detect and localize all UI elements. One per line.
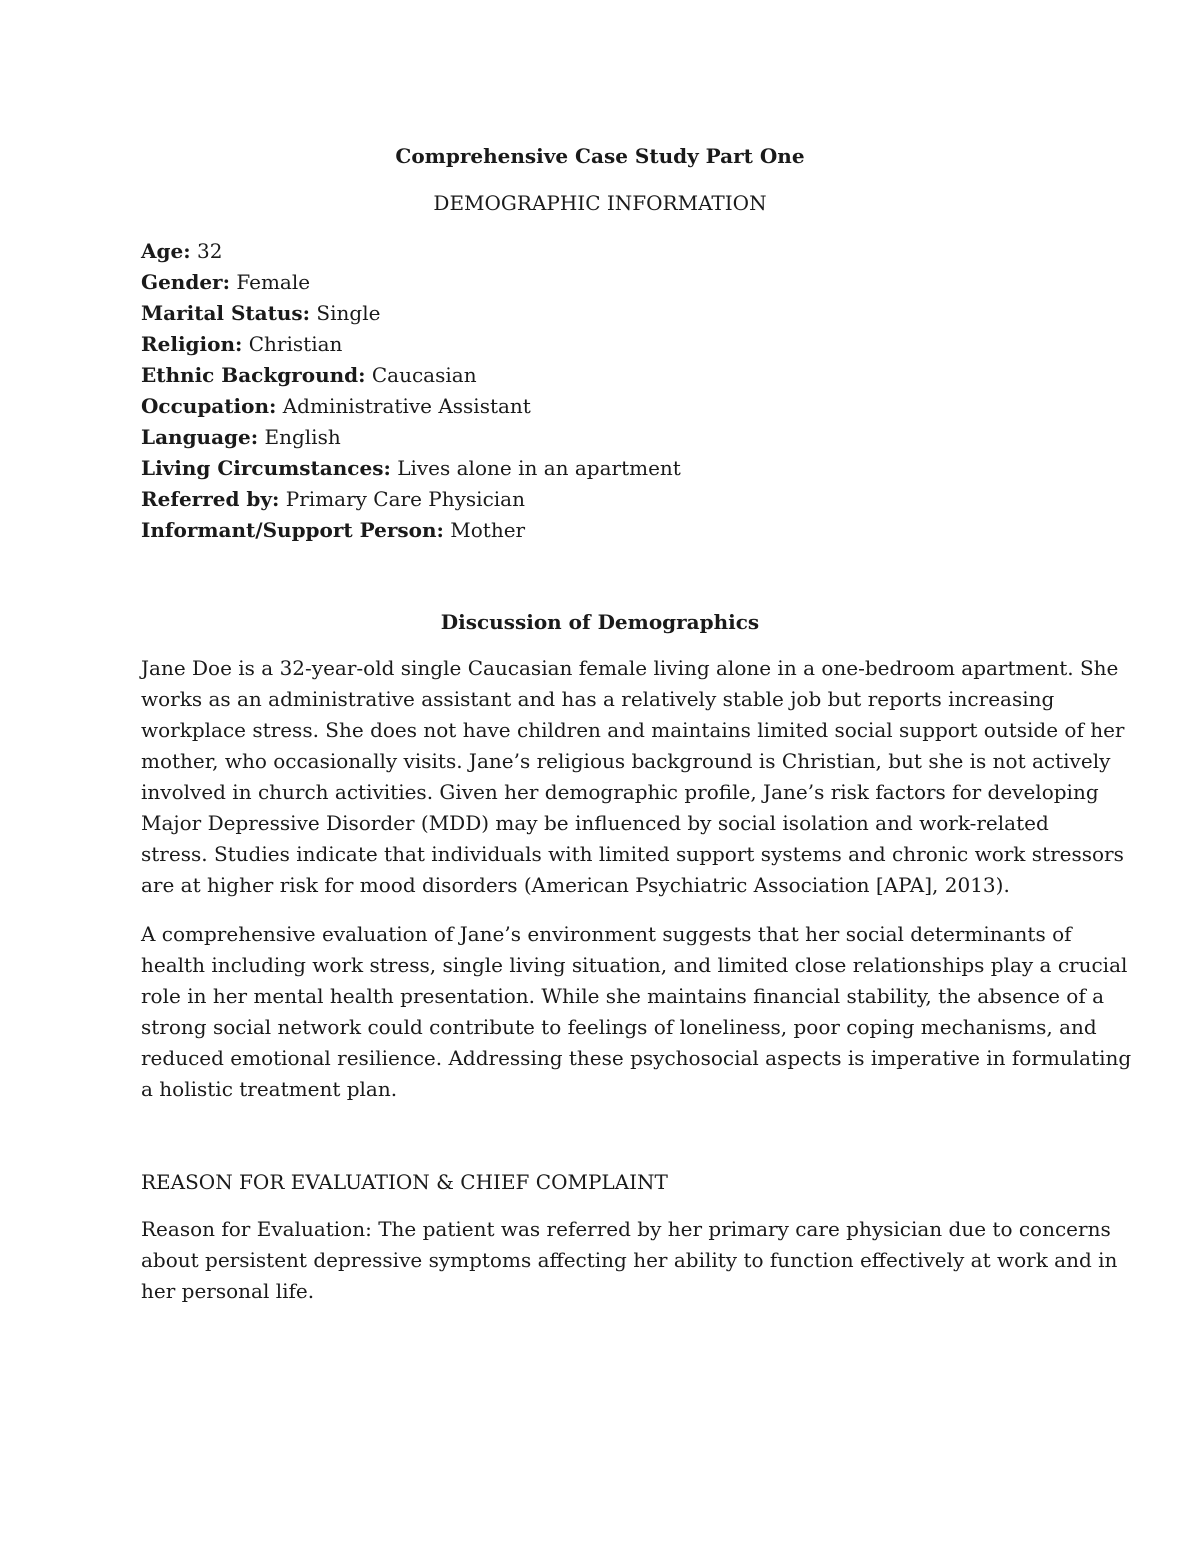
demographic-item (141, 484, 1081, 515)
demographic-value: Administrative Assistant (276, 394, 531, 418)
demographic-item (141, 329, 1081, 360)
demographic-item (141, 360, 1081, 391)
document-title: Comprehensive Case Study Part One (395, 144, 805, 168)
demographic-label: Occupation: (141, 394, 277, 418)
text-line: A comprehensive evaluation of Jane’s environment suggests that her social determinants of (141, 922, 1072, 946)
demographic-value: Female (229, 270, 311, 294)
demographic-item (141, 236, 1081, 267)
demographic-label: Age: (141, 239, 191, 263)
demographic-item (141, 422, 1081, 453)
demographic-item (141, 298, 1081, 329)
demographic-label: Religion: (141, 332, 243, 356)
text-line: involved in church activities. Given her demographic profile, Jane’s risk factors for developing (141, 780, 1099, 804)
demographic-label: Living Circumstances: (141, 456, 391, 480)
text-line: mother, who occasionally visits. Jane’s religious background is Christian, but she is not actively (141, 749, 1111, 773)
text-line: are at higher risk for mood disorders (American Psychiatric Association [APA], 2013). (141, 873, 1010, 897)
reason-heading: REASON FOR EVALUATION & CHIEF COMPLAINT (141, 1170, 668, 1194)
demographic-value: Caucasian (365, 363, 477, 387)
demographic-label: Informant/Support Person: (141, 518, 444, 542)
section-heading-demographics: DEMOGRAPHIC INFORMATION (433, 191, 767, 215)
text-line: her personal life. (141, 1279, 315, 1303)
discussion-heading: Discussion of Demographics (440, 610, 760, 634)
text-line: health including work stress, single living situation, and limited close relationships play a crucial (141, 953, 1128, 977)
demographic-value: Primary Care Physician (279, 487, 525, 511)
discussion-paragraph-1 (141, 653, 1125, 901)
demographic-label: Referred by: (141, 487, 280, 511)
text-line: strong social network could contribute to feelings of loneliness, poor coping mechanisms, and (141, 1015, 1097, 1039)
text-line: about persistent depressive symptoms affecting her ability to function effectively at work and in (141, 1248, 1118, 1272)
text-line: a holistic treatment plan. (141, 1077, 398, 1101)
reason-paragraph (141, 1214, 1118, 1307)
demographic-label: Ethnic Background: (141, 363, 366, 387)
text-line: reduced emotional resilience. Addressing these psychosocial aspects is imperative in formulating (141, 1046, 1132, 1070)
demographic-item (141, 515, 1081, 546)
text-line: Reason for Evaluation: The patient was referred by her primary care physician due to concerns (141, 1217, 1111, 1241)
demographic-value: Christian (242, 332, 343, 356)
demographic-value: 32 (190, 239, 223, 263)
text-line: role in her mental health presentation. While she maintains financial stability, the absence of a (141, 984, 1105, 1008)
demographic-item (141, 453, 1081, 484)
demographic-item (141, 267, 1081, 298)
demographic-value: Single (310, 301, 381, 325)
demographic-value: Lives alone in an apartment (390, 456, 681, 480)
text-line: Major Depressive Disorder (MDD) may be influenced by social isolation and work-related (141, 811, 1049, 835)
demographic-item (141, 391, 1081, 422)
demographic-value: English (258, 425, 341, 449)
demographic-label: Language: (141, 425, 259, 449)
text-line: works as an administrative assistant and has a relatively stable job but reports increasing (141, 687, 1055, 711)
demographics-list (141, 236, 1081, 546)
demographic-label: Marital Status: (141, 301, 311, 325)
text-line: stress. Studies indicate that individuals with limited support systems and chronic work stressors (141, 842, 1124, 866)
discussion-paragraph-2 (141, 919, 1132, 1105)
text-line: Jane Doe is a 32-year-old single Caucasian female living alone in a one-bedroom apartment. She (141, 656, 1119, 680)
demographic-label: Gender: (141, 270, 230, 294)
demographic-value: Mother (443, 518, 526, 542)
text-line: workplace stress. She does not have children and maintains limited social support outside of her (141, 718, 1125, 742)
